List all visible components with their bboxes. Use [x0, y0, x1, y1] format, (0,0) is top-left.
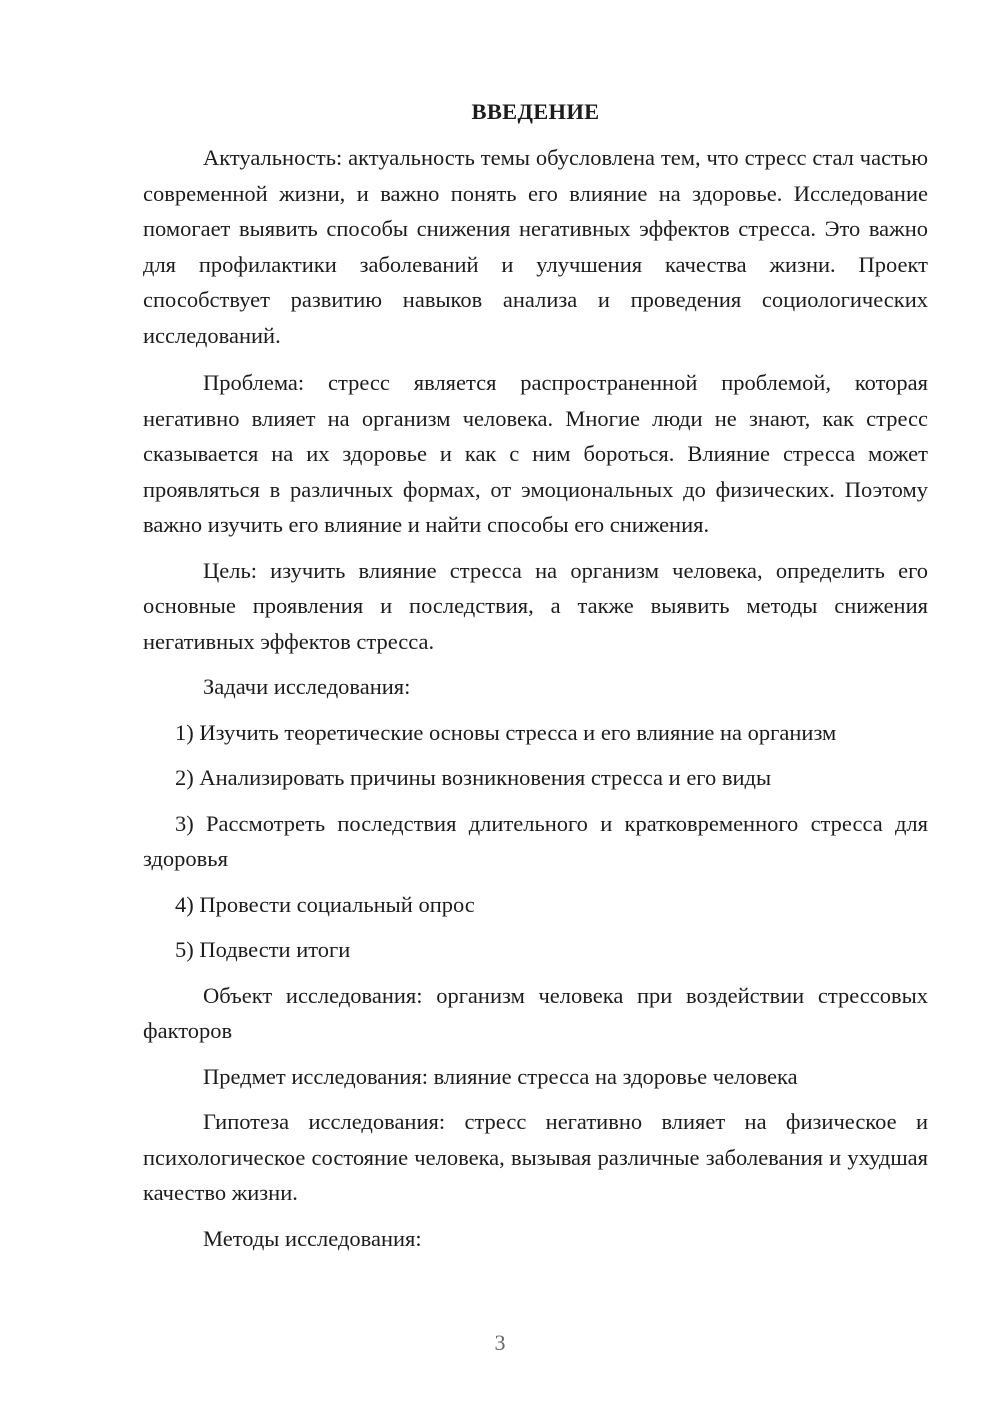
list-item-task-1: 1) Изучить теоретические основы стресса и его влияние на организм — [175, 719, 837, 745]
list-item-task-2: 2) Анализировать причины возникновения стресса и его виды — [175, 765, 772, 790]
list-item-task-3: 3) Рассмотреть последствия длительного и кратковременного стресса для здоровья — [143, 810, 928, 871]
paragraph-object: Объект исследования: организм человека при воздействии стрессовых факторов — [143, 982, 928, 1043]
paragraph-relevance: Актуальность: актуальность темы обусловлена тем, что стресс стал частью современной жизни, и важно понять его влияние на здоровье. Исследование помогает выявить способы снижения негативных эффектов стресса. Это важно для профилактики заболеваний и улучшения качества жизни. Проект способствует развитию навыков анализа и проведения социологических исследований. — [143, 145, 928, 348]
list-item-task-4: 4) Провести социальный опрос — [175, 891, 475, 917]
paragraph-methods-heading: Методы исследования: — [203, 1225, 422, 1251]
page-number: 3 — [494, 1330, 506, 1355]
paragraph-tasks-heading: Задачи исследования: — [203, 674, 411, 699]
paragraph-problem: Проблема: стресс является распространенной проблемой, которая негативно влияет на организм человека. Многие люди не знают, как стресс сказывается на их здоровье и как с ним бороться. Влияние стресса может проявляться в различных формах, от эмоциональных до физических. Поэтому важно изучить его влияние и найти способы его снижения. — [143, 370, 928, 537]
paragraph-goal: Цель: изучить влияние стресса на организм человека, определить его основные проявления и последствия, а также выявить методы снижения негативных эффектов стресса. — [143, 557, 928, 654]
paragraph-subject: Предмет исследования: влияние стресса на здоровье человека — [203, 1063, 798, 1089]
page-content — [143, 94, 928, 1256]
list-item-task-5: 5) Подвести итоги — [175, 937, 351, 962]
section-title: ВВЕДЕНИЕ — [471, 99, 600, 124]
paragraph-hypothesis: Гипотеза исследования: стресс негативно влияет на физическое и психологическое состояние человека, вызывая различные заболевания и ухудшая качество жизни. — [143, 1109, 928, 1205]
